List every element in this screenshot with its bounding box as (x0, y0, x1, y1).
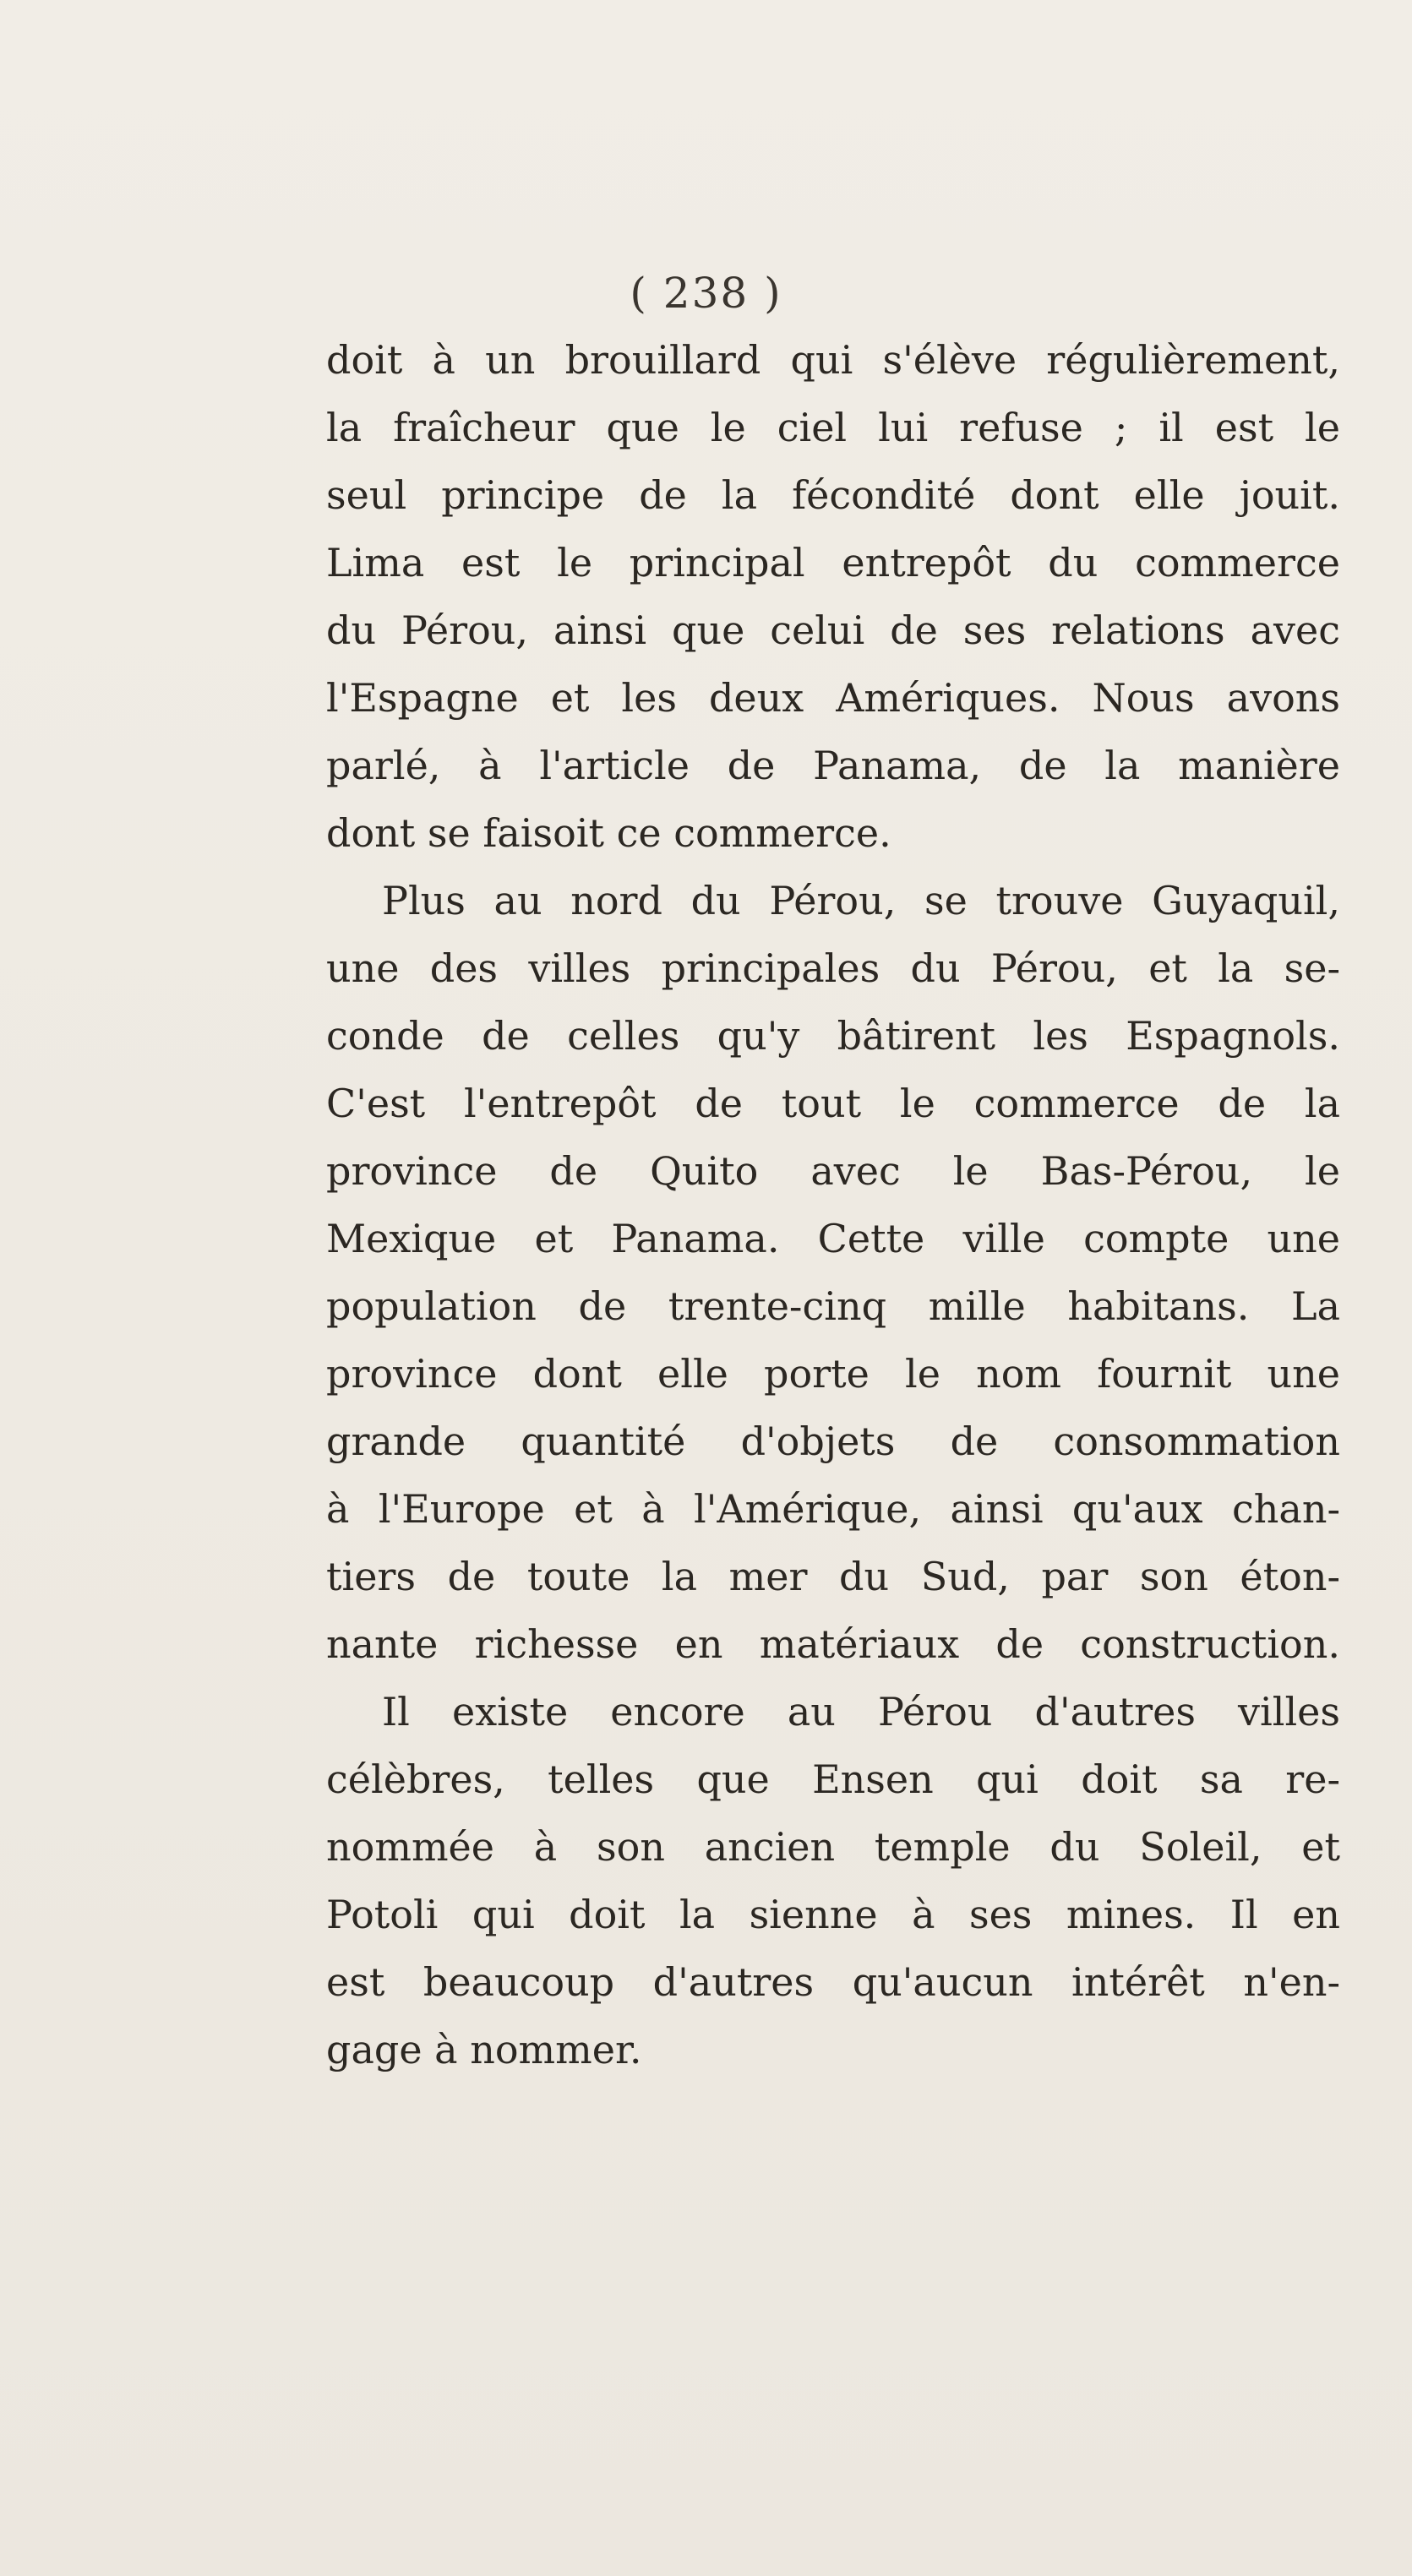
text-line: Lima est le principal entrepôt du commerce (326, 540, 1340, 585)
text-line: grande quantité d'objets de consommation (326, 1419, 1340, 1464)
text-line: parlé, à l'article de Panama, de la manière (326, 743, 1340, 788)
text-line: tiers de toute la mer du Sud, par son éton- (326, 1554, 1340, 1599)
page-body-text (326, 326, 1340, 2083)
text-line: doit à un brouillard qui s'élève régulièrement, (326, 337, 1340, 383)
text-line: Potoli qui doit la sienne à ses mines. Il en (326, 1892, 1340, 1937)
text-line: nommée à son ancien temple du Soleil, et (326, 1824, 1340, 1870)
text-line: la fraîcheur que le ciel lui refuse ; il est le (326, 405, 1340, 450)
text-line: est beaucoup d'autres qu'aucun intérêt n'en- (326, 1959, 1340, 2005)
page-number: ( 238 ) (630, 269, 782, 318)
text-line: l'Espagne et les deux Amériques. Nous avons (326, 675, 1340, 721)
text-line: seul principe de la fécondité dont elle jouit. (326, 472, 1340, 518)
text-line: province de Quito avec le Bas-Pérou, le (326, 1148, 1340, 1194)
text-line: province dont elle porte le nom fournit une (326, 1351, 1340, 1397)
text-line: population de trente-cinq mille habitans. La (326, 1283, 1340, 1329)
text-line: gage à nommer. (326, 2027, 642, 2072)
text-line: C'est l'entrepôt de tout le commerce de la (326, 1081, 1340, 1126)
text-line: du Pérou, ainsi que celui de ses relations avec (326, 607, 1340, 653)
text-line: une des villes principales du Pérou, et la se- (326, 945, 1340, 991)
text-line: conde de celles qu'y bâtirent les Espagnols. (326, 1013, 1340, 1059)
text-line: à l'Europe et à l'Amérique, ainsi qu'aux chan- (326, 1486, 1340, 1532)
text-line: Il existe encore au Pérou d'autres villes (382, 1689, 1340, 1735)
text-line: Mexique et Panama. Cette ville compte une (326, 1216, 1340, 1261)
text-line: Plus au nord du Pérou, se trouve Guyaquil, (382, 878, 1340, 923)
text-line: nante richesse en matériaux de construction. (326, 1621, 1340, 1667)
text-line: célèbres, telles que Ensen qui doit sa re- (326, 1756, 1340, 1802)
text-line: dont se faisoit ce commerce. (326, 810, 891, 856)
